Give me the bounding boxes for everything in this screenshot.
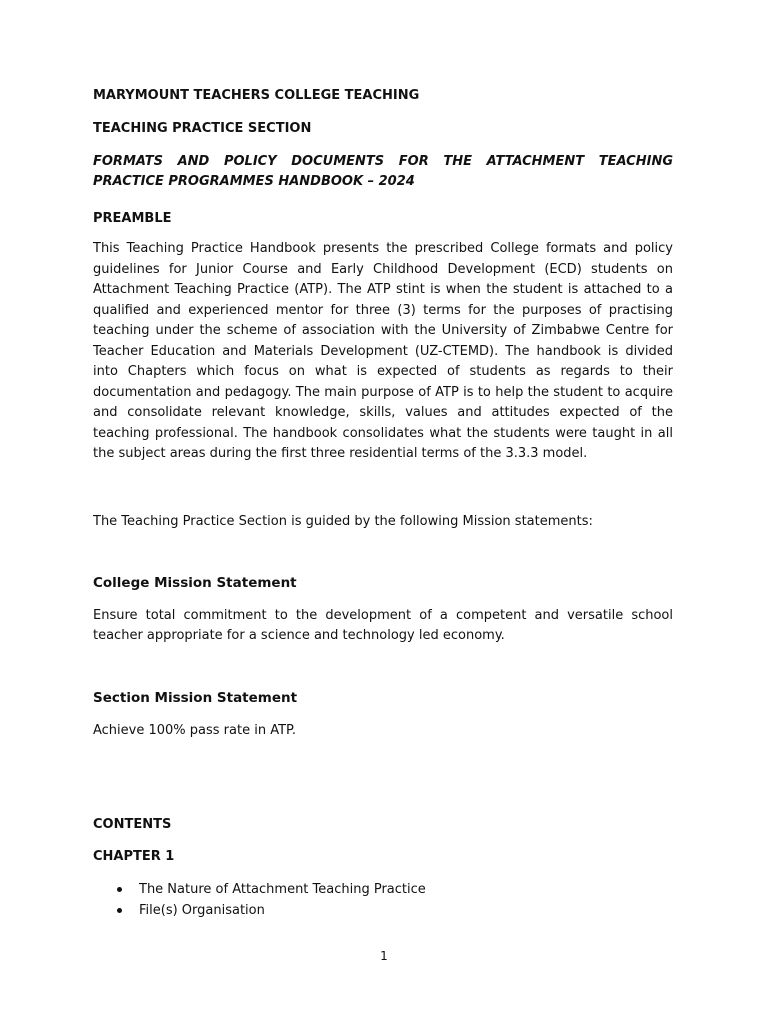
handbook-title: FORMATS AND POLICY DOCUMENTS FOR THE ATTACHMENT TEACHING PRACTICE PROGRAMMES HANDBOOK – 2024 xyxy=(93,154,673,189)
document-body xyxy=(93,88,673,921)
college-mission-heading: College Mission Statement xyxy=(93,574,297,591)
section-mission-heading: Section Mission Statement xyxy=(93,689,298,706)
list-item-text: File(s) Organisation xyxy=(139,902,265,918)
list-item xyxy=(93,900,673,921)
bullet-icon xyxy=(117,908,122,913)
contents-heading: CONTENTS xyxy=(93,816,172,832)
chapter-heading: CHAPTER 1 xyxy=(93,848,175,864)
section-heading: TEACHING PRACTICE SECTION xyxy=(93,121,312,136)
bullet-icon xyxy=(117,887,122,892)
college-mission-text: Ensure total commitment to the development of a competent and versatile school teacher appropriate for a science and technology led economy. xyxy=(93,607,673,643)
page-number: 1 xyxy=(380,949,388,963)
college-heading: MARYMOUNT TEACHERS COLLEGE TEACHING xyxy=(93,88,420,103)
list-item xyxy=(93,879,673,900)
preamble-heading: PREAMBLE xyxy=(93,211,172,226)
mission-intro: The Teaching Practice Section is guided by the following Mission statements: xyxy=(93,513,593,529)
preamble-paragraph: This Teaching Practice Handbook presents the prescribed College formats and policy guidelines for Junior Course and Early Childhood Development (ECD) students on Attachment Teaching Practice (ATP). The ATP stint is when the student is attached to a qualified and experienced mentor for three (3) terms for the purposes of practising teaching under the scheme of association with the University of Zimbabwe Centre for Teacher Education and Materials Development (UZ-CTEMD). The handbook is divided into Chapters which focus on what is expected of students as regards to their documentation and pedagogy. The main purpose of ATP is to help the student to acquire and consolidate relevant knowledge, skills, values and attitudes expected of the teaching professional. The handbook consolidates what the students were taught in all the subject areas during the first three residential terms of the 3.3.3 model. xyxy=(93,241,673,461)
list-item-text: The Nature of Attachment Teaching Practice xyxy=(139,881,426,897)
section-mission-text: Achieve 100% pass rate in ATP. xyxy=(93,722,296,738)
chapter-item-list xyxy=(93,879,673,921)
